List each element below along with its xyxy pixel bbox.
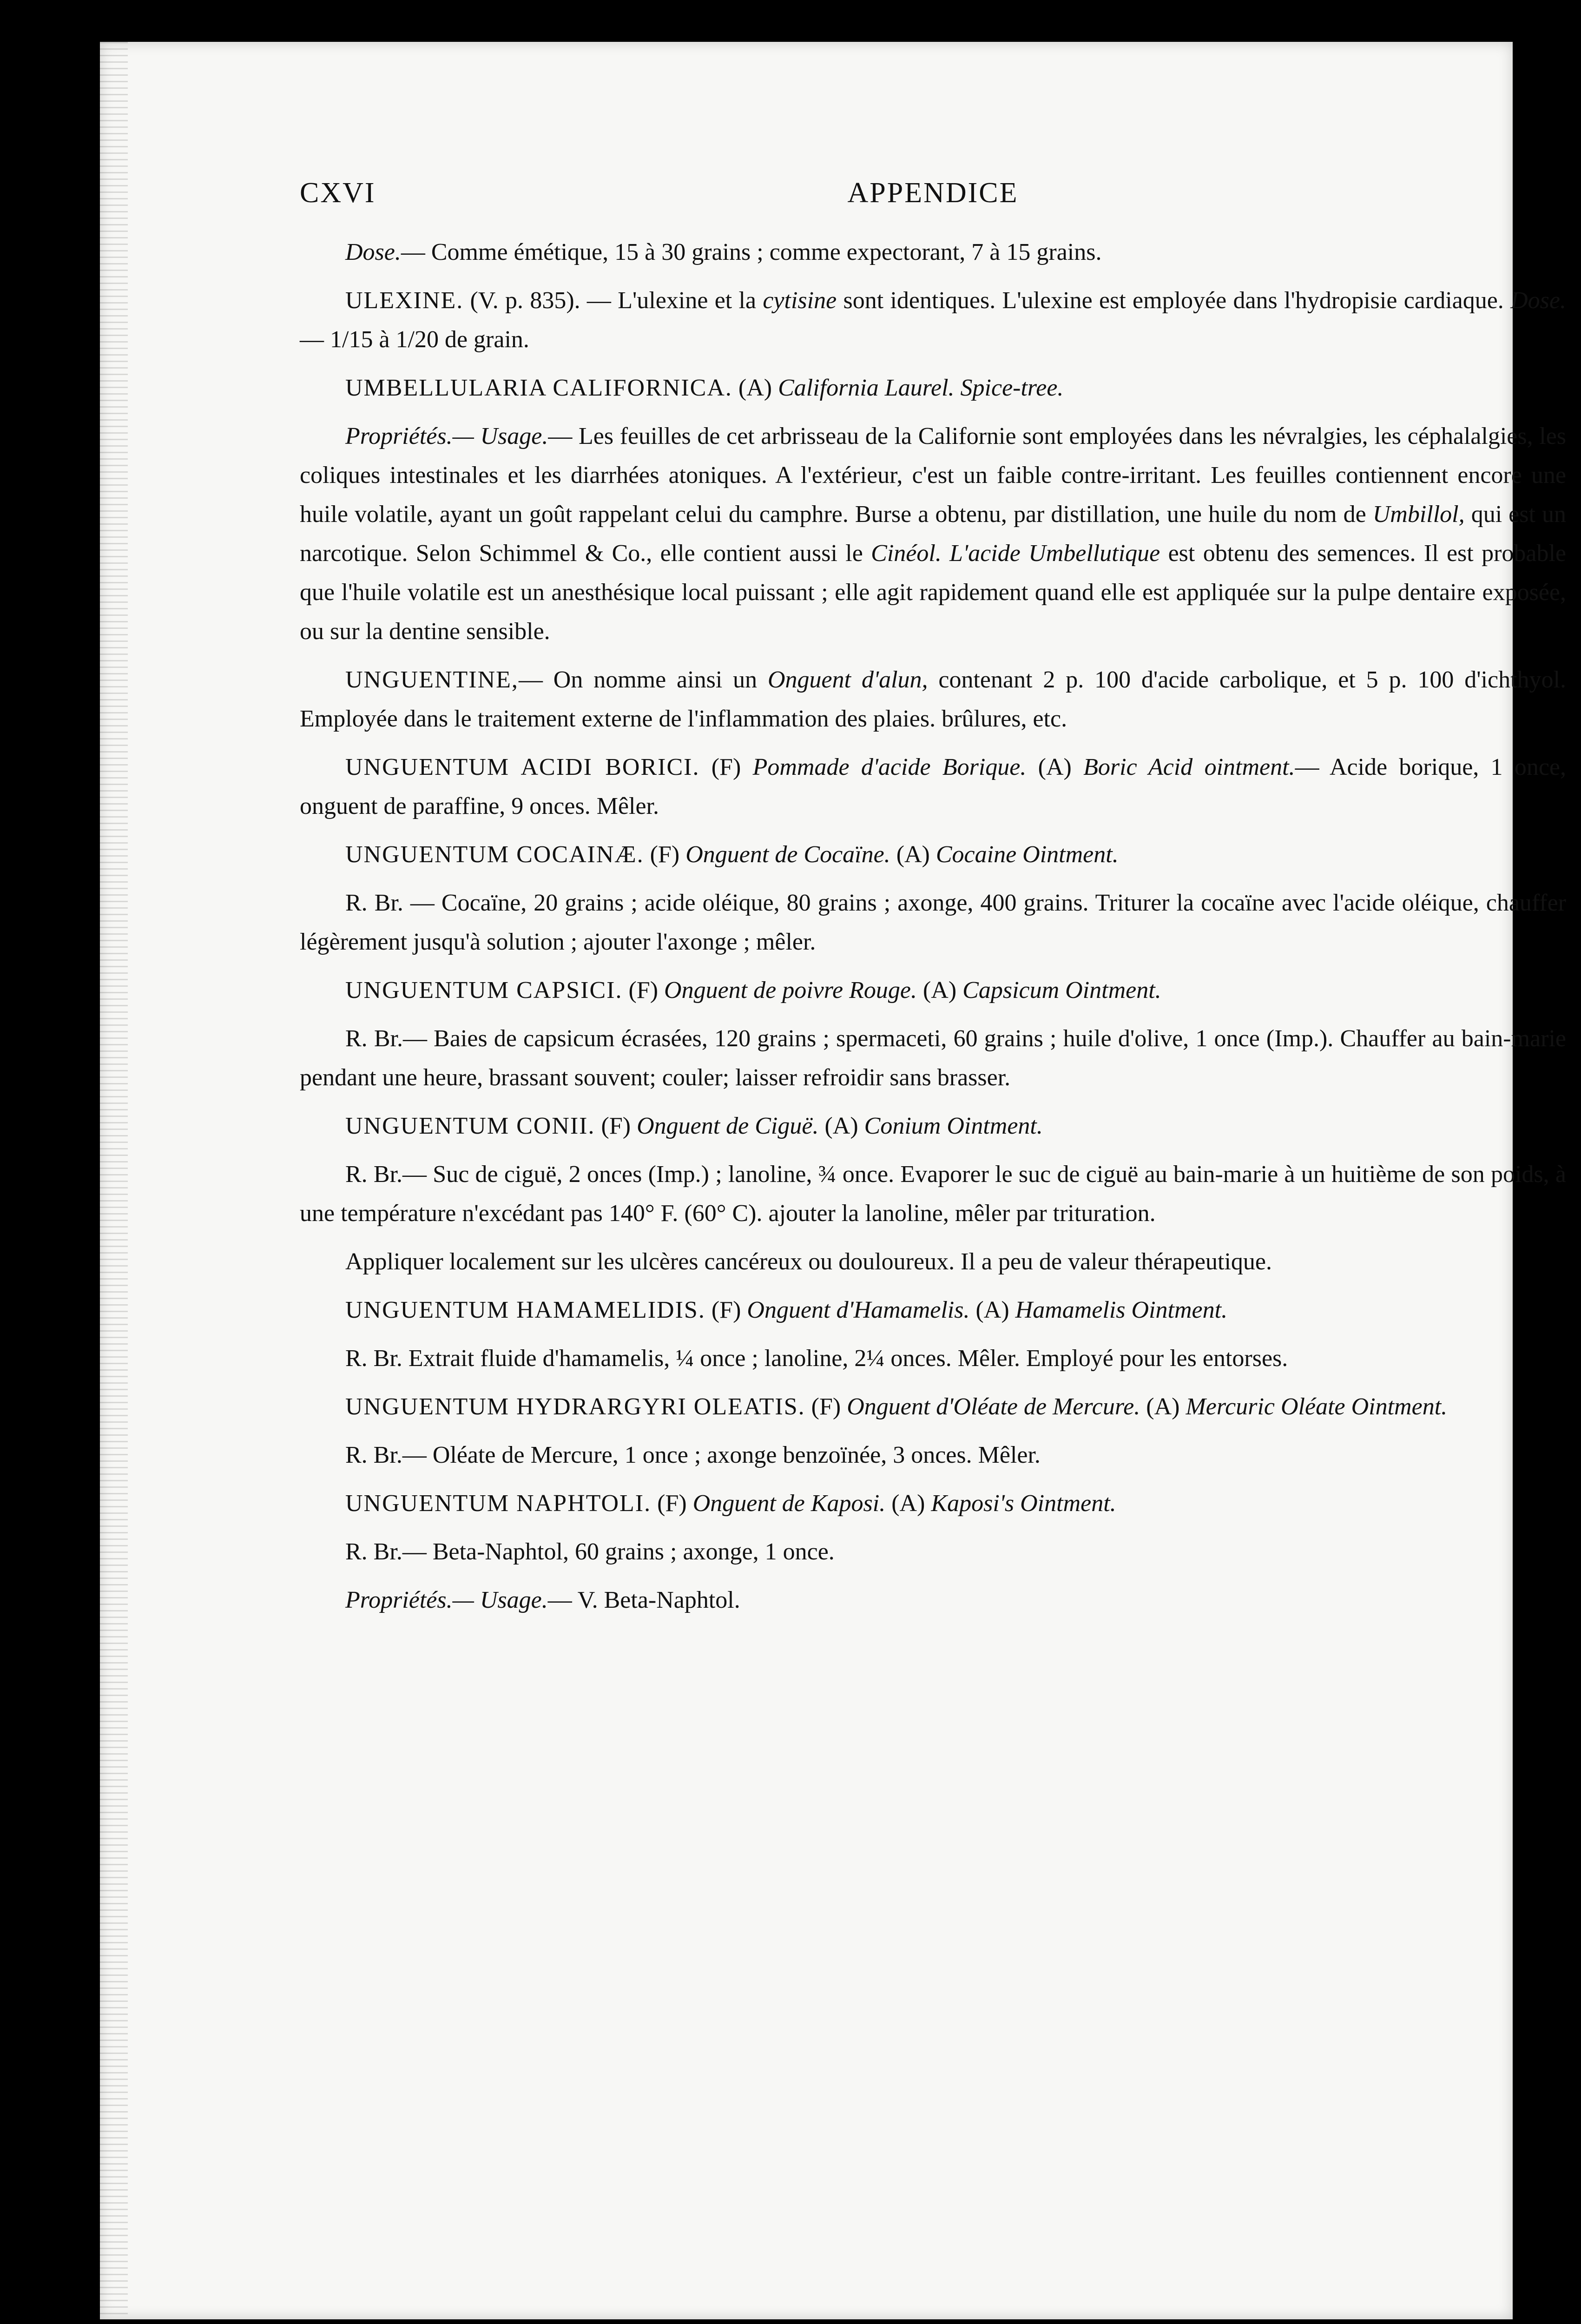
- italic-text: Capsicum Ointment.: [962, 977, 1161, 1004]
- paragraph: [300, 1436, 1566, 1475]
- text-run: Appliquer localement sur les ulcères cancéreux ou douloureux. Il a peu de valeur thérapeutique.: [345, 1248, 1272, 1275]
- document-body: [300, 233, 1566, 1620]
- paragraph: [300, 748, 1566, 826]
- text-run: (F): [705, 1297, 747, 1323]
- paragraph: [300, 660, 1566, 739]
- text-run: (A): [885, 1490, 931, 1517]
- text-run: est obtenu des semences. Il est probable que l'huile volatile est un anesthésique local puissant ; elle agit rapidement quand elle est appliquée sur la pulpe dentaire exposée, ou sur la dentine sensible.: [300, 540, 1566, 645]
- paragraph: [300, 1339, 1566, 1378]
- paragraph: [300, 835, 1566, 874]
- page-number: CXVI: [300, 177, 376, 209]
- entry-heading: ULEXINE.: [345, 287, 464, 314]
- entry-heading: UMBELLULARIA CALIFORNICA.: [345, 375, 732, 401]
- entry-heading: UNGUENTUM COCAINÆ.: [345, 841, 644, 868]
- paragraph: [300, 233, 1566, 272]
- italic-text: Onguent d'Hamamelis.: [747, 1297, 970, 1323]
- paragraph: [300, 281, 1566, 359]
- text-run: (F): [622, 977, 665, 1004]
- text-run: R. Br.— Oléate de Mercure, 1 once ; axonge benzoïnée, 3 onces. Mêler.: [345, 1442, 1041, 1468]
- italic-text: Dose.: [1510, 287, 1566, 314]
- scanned-page: [100, 42, 1567, 2319]
- paragraph: [300, 369, 1566, 408]
- italic-text: Kaposi's Ointment.: [931, 1490, 1116, 1517]
- text-run: (A): [732, 375, 778, 401]
- italic-text: Umbillol,: [1372, 501, 1465, 528]
- paragraph: [300, 1019, 1566, 1097]
- text-run: (A): [818, 1113, 864, 1139]
- text-run: (F): [699, 754, 753, 780]
- text-run: — Acide borique, 1 once, onguent de paraffine, 9 onces. Mêler.: [300, 754, 1567, 819]
- text-run: (F): [651, 1490, 693, 1517]
- text-run: (V. p. 835). — L'ulexine et la: [463, 287, 763, 314]
- paragraph: [300, 1107, 1566, 1146]
- paragraph: [300, 417, 1566, 651]
- text-run: (A): [916, 977, 963, 1004]
- text-run: R. Br. — Cocaïne, 20 grains ; acide oléique, 80 grains ; axonge, 400 grains. Triturer la cocaïne avec l'acide oléique, chauffer légèrement jusqu'à solution ; ajouter l'axonge ; mêler.: [300, 890, 1566, 955]
- italic-text: Dose.: [345, 239, 401, 265]
- text-run: R. Br.— Suc de ciguë, 2 onces (Imp.) ; lanoline, ¾ once. Evaporer le suc de ciguë au bain-marie à un huitième de son poids, à une température n'excédant pas 140° F. (60° C). ajouter la lanoline, mêler par trituration.: [300, 1161, 1566, 1227]
- text-run: (A): [1026, 754, 1084, 780]
- page-header: [300, 177, 1566, 210]
- text-run: (F): [595, 1113, 637, 1139]
- entry-heading: UNGUENTUM HAMAMELIDIS.: [345, 1297, 705, 1323]
- text-run: — On nomme ainsi un: [518, 667, 768, 693]
- italic-text: Boric Acid ointment.: [1083, 754, 1295, 780]
- italic-text: Onguent de Ciguë.: [637, 1113, 819, 1139]
- paragraph: [300, 1155, 1566, 1233]
- text-run: sont identiques. L'ulexine est employée dans l'hydropisie cardiaque.: [837, 287, 1511, 314]
- entry-heading: UNGUENTUM CONII.: [345, 1113, 595, 1139]
- italic-text: Propriétés.— Usage.: [345, 423, 548, 449]
- paragraph: [300, 1242, 1566, 1281]
- italic-text: Cocaine Ointment.: [935, 841, 1119, 868]
- text-run: (A): [969, 1297, 1015, 1323]
- text-run: (F): [644, 841, 686, 868]
- text-run: (F): [805, 1393, 847, 1420]
- italic-text: Pommade d'acide Borique.: [752, 754, 1027, 780]
- italic-text: Onguent d'Oléate de Mercure.: [847, 1393, 1140, 1420]
- scan-edge-noise: [100, 42, 128, 2319]
- paragraph: [300, 1532, 1566, 1571]
- italic-text: Onguent de Cocaïne.: [685, 841, 890, 868]
- text-run: (A): [1140, 1393, 1186, 1420]
- text-run: qui est un narcotique. Selon Schimmel & Co., elle contient aussi le: [300, 501, 1566, 567]
- italic-text: California Laurel. Spice-tree.: [778, 375, 1064, 401]
- entry-heading: UNGUENTUM NAPHTOLI.: [345, 1490, 652, 1517]
- paragraph: [300, 971, 1566, 1010]
- paragraph: [300, 884, 1566, 962]
- italic-text: Onguent de Kaposi.: [692, 1490, 886, 1517]
- page-title: APPENDICE: [847, 177, 1019, 209]
- entry-heading: UNGUENTINE,: [345, 667, 519, 693]
- italic-text: Mercuric Oléate Ointment.: [1186, 1393, 1448, 1420]
- text-run: R. Br. Extrait fluide d'hamamelis, ¼ once ; lanoline, 2¼ onces. Mêler. Employé pour les entorses.: [345, 1345, 1288, 1372]
- entry-heading: UNGUENTUM HYDRARGYRI OLEATIS.: [345, 1393, 805, 1420]
- italic-text: Conium Ointment.: [864, 1113, 1043, 1139]
- text-run: R. Br.— Baies de capsicum écrasées, 120 grains ; spermaceti, 60 grains ; huile d'olive, 1 once (Imp.). Chauffer au bain-marie pendant une heure, brassant souvent; couler; laisser refroidir sans brasser.: [300, 1025, 1566, 1091]
- paragraph: [300, 1581, 1566, 1620]
- italic-text: Cinéol. L'acide Umbellutique: [871, 540, 1160, 567]
- entry-heading: UNGUENTUM ACIDI BORICI.: [345, 754, 700, 780]
- text-run: — Les feuilles de cet arbrisseau de la Californie sont employées dans les névralgies, les céphalalgies, les coliques intestinales et les diarrhées atoniques. A l'extérieur, c'est un faible contre-irritant. Les feuilles contiennent encore une huile volatile, ayant un goût rappelant celui du camphre. Burse a obtenu, par distillation, une huile du nom de: [300, 423, 1567, 528]
- paragraph: [300, 1387, 1566, 1426]
- text-run: (A): [890, 841, 936, 868]
- entry-heading: UNGUENTUM CAPSICI.: [345, 977, 623, 1004]
- paragraph: [300, 1291, 1566, 1330]
- italic-text: Hamamelis Ointment.: [1015, 1297, 1228, 1323]
- italic-text: Onguent d'alun,: [768, 667, 928, 693]
- text-run: — Comme émétique, 15 à 30 grains ; comme expectorant, 7 à 15 grains.: [401, 239, 1102, 265]
- italic-text: Onguent de poivre Rouge.: [664, 977, 917, 1004]
- text-run: R. Br.— Beta-Naphtol, 60 grains ; axonge, 1 once.: [345, 1538, 835, 1565]
- text-run: contenant 2 p. 100 d'acide carbolique, et 5 p. 100 d'ichthyol. Employée dans le traitement externe de l'inflammation des plaies. brûlures, etc.: [300, 667, 1566, 732]
- page-content: [300, 177, 1566, 1629]
- text-run: — 1/15 à 1/20 de grain.: [300, 326, 529, 353]
- paragraph: [300, 1484, 1566, 1523]
- italic-text: Propriétés.— Usage.: [345, 1587, 548, 1613]
- text-run: — V. Beta-Naphtol.: [547, 1587, 740, 1613]
- italic-text: cytisine: [763, 287, 837, 314]
